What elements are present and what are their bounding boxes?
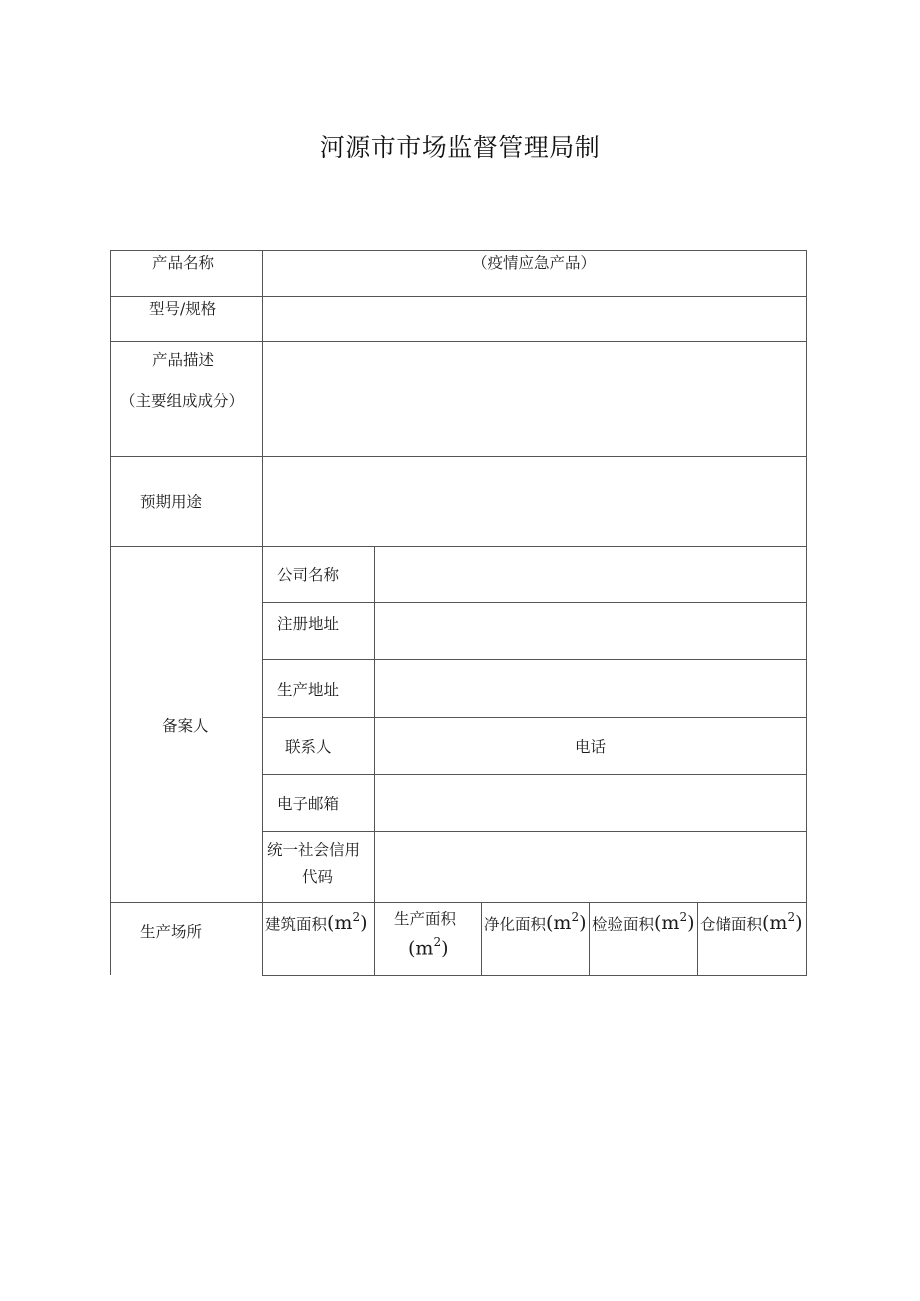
intended-use-label: 预期用途 (140, 493, 203, 511)
registered-address-label: 注册地址 (277, 615, 340, 633)
phone-label: 电话 (575, 738, 607, 756)
area-unit: $(m^2)$ (654, 910, 695, 935)
inspection-area-header (592, 908, 695, 934)
column-divider (697, 902, 698, 976)
storage-area-text: 仓储面积 (700, 915, 763, 934)
inspection-area-text: 检验面积 (592, 915, 655, 934)
table-border-bottom (262, 975, 807, 976)
row-divider (110, 902, 807, 903)
table-border-left (110, 250, 111, 975)
building-area-text: 建筑面积 (265, 915, 328, 934)
company-name-label: 公司名称 (277, 566, 340, 584)
purification-area-text: 净化面积 (484, 915, 547, 934)
filer-label: 备案人 (162, 717, 209, 735)
row-divider (262, 659, 807, 660)
row-divider (262, 774, 807, 775)
table-border-right (806, 250, 807, 976)
table-border-top (110, 250, 807, 251)
purification-area-header (484, 908, 587, 934)
product-name-label: 产品名称 (152, 254, 215, 272)
storage-area-header (700, 908, 803, 934)
row-divider (110, 456, 807, 457)
model-spec-label: 型号/规格 (149, 300, 217, 318)
document-title: 河源市市场监督管理局制 (319, 133, 601, 162)
product-desc-label: 产品描述 (152, 351, 215, 369)
area-unit: $(m^2)$ (327, 910, 368, 935)
column-divider (481, 902, 482, 976)
column-divider (374, 546, 375, 976)
building-area-header (265, 908, 368, 934)
column-divider (589, 902, 590, 976)
row-divider (262, 717, 807, 718)
area-unit: $(m^2)$ (546, 910, 587, 935)
column-divider (262, 250, 263, 976)
row-divider (262, 602, 807, 603)
product-desc-sublabel: （主要组成成分） (120, 392, 245, 410)
product-name-note: （疫情应急产品） (472, 254, 597, 272)
production-address-label: 生产地址 (277, 681, 340, 699)
row-divider (262, 831, 807, 832)
production-site-label: 生产场所 (140, 923, 203, 941)
area-unit: $(m^2)$ (762, 910, 803, 935)
production-area-header-line1: 生产面积 (394, 910, 457, 928)
credit-code-label-line2: 代码 (302, 868, 334, 886)
row-divider (110, 296, 807, 297)
contact-person-label: 联系人 (285, 738, 332, 756)
credit-code-label-line1: 统一社会信用 (267, 841, 361, 859)
production-area-unit: $(m^2)$ (408, 935, 449, 960)
row-divider (110, 546, 807, 547)
row-divider (110, 341, 807, 342)
email-label: 电子邮箱 (277, 795, 340, 813)
